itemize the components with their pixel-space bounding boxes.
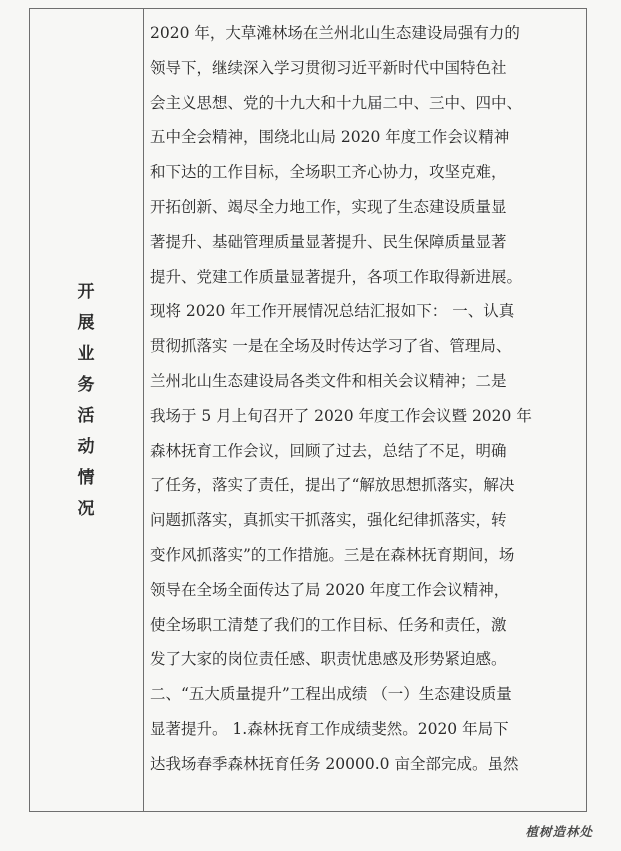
text-line: 会主义思想、党的十九大和十九届二中、三中、四中、 [150, 93, 523, 112]
text-line: 贯彻抓落实 一是在全场及时传达学习了省、管理局、 [150, 337, 512, 356]
text-line: 2020 年，大草滩林场在兰州北山生态建设局强有力的 [150, 24, 520, 42]
section-label-char: 展 [77, 313, 95, 333]
section-label-char: 活 [77, 406, 95, 426]
text-line: 现将 2020 年工作开展情况总结汇报如下： 一、认真 [150, 302, 515, 321]
text-line: 领导下，继续深入学习贯彻习近平新时代中国特色社 [150, 58, 507, 77]
text-line: 显著提升。 1.森林抚育工作成绩斐然。2020 年局下 [150, 719, 509, 738]
text-line: 二、“五大质量提升”工程出成绩 （一）生态建设质量 [150, 685, 512, 704]
section-body-text [150, 16, 578, 782]
text-line: 达我场春季森林抚育任务 20000.0 亩全部完成。虽然 [150, 754, 519, 773]
section-label-char: 务 [77, 375, 95, 395]
text-line: 发了大家的岗位责任感、职责忧患感及形势紧迫感。 [150, 650, 507, 669]
text-line: 变作风抓落实”的工作措施。三是在森林抚育期间，场 [150, 545, 515, 564]
section-label-char: 情 [77, 468, 95, 488]
text-line: 兰州北山生态建设局各类文件和相关会议精神；二是 [150, 371, 507, 390]
text-line: 著提升、基础管理质量显著提升、民生保障质量显著 [150, 232, 507, 251]
footer-stamp: 植树造林处 [525, 824, 593, 839]
text-line: 提升、党建工作质量显著提升，各项工作取得新进展。 [150, 267, 523, 286]
text-line: 我场于 5 月上旬召开了 2020 年度工作会议暨 2020 年 [150, 406, 532, 425]
text-line: 领导在全场全面传达了局 2020 年度工作会议精神， [150, 580, 510, 599]
section-label-char: 况 [77, 499, 95, 519]
section-label-char: 业 [77, 344, 95, 364]
text-line: 问题抓落实，真抓实干抓落实，强化纪律抓落实，转 [150, 511, 507, 530]
section-label [71, 277, 101, 525]
text-line: 森林抚育工作会议，回顾了过去，总结了不足，明确 [150, 441, 507, 460]
section-label-char: 开 [77, 282, 95, 302]
text-line: 使全场职工清楚了我们的工作目标、任务和责任，激 [150, 615, 507, 634]
column-divider [143, 8, 144, 812]
text-line: 和下达的工作目标，全场职工齐心协力，攻坚克难， [150, 163, 507, 182]
text-line: 开拓创新、竭尽全力地工作，实现了生态建设质量显 [150, 197, 507, 216]
text-line: 了任务，落实了责任，提出了“解放思想抓落实，解决 [150, 476, 515, 495]
section-label-char: 动 [77, 437, 95, 457]
text-line: 五中全会精神，围绕北山局 2020 年度工作会议精神 [150, 128, 510, 147]
